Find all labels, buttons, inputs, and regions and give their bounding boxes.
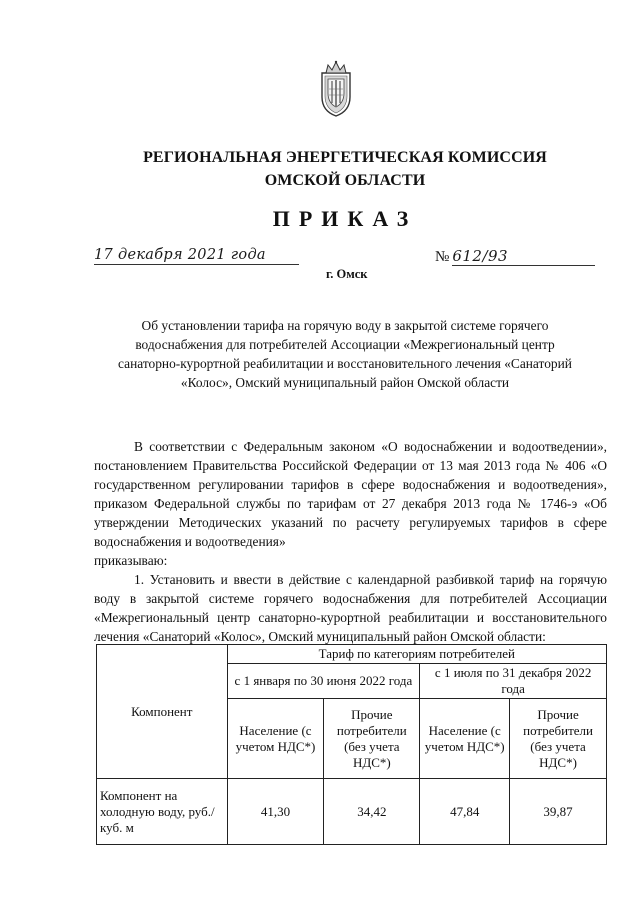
document-type-title: ПРИКАЗ: [272, 206, 418, 231]
order-subject: Об установлении тарифа на горячую воду в закрытой системе горячего водоснабжения для потребителей Ассоциации «Межрегиональный центр санаторно-курортной реабилитации и восстановительного лечения «Санаторий «Колос», Омский муниципальный район Омской области: [118, 318, 572, 390]
population-header: Население (с учетом НДС*): [420, 699, 510, 779]
tariff-value: 39,87: [510, 779, 607, 845]
authority-line-2: ОМСКОЙ ОБЛАСТИ: [264, 172, 426, 189]
place-of-issue: г. Омск: [326, 267, 368, 281]
table-header-row: [97, 645, 607, 664]
period-2-header: с 1 июля по 31 декабря 2022 года: [420, 664, 607, 699]
tariff-value: 47,84: [420, 779, 510, 845]
component-header: Компонент: [97, 645, 228, 779]
coat-of-arms-icon: [316, 59, 356, 119]
table-row: [97, 779, 607, 845]
order-number: [435, 247, 605, 266]
tariff-group-header: Тариф по категориям потребителей: [227, 645, 606, 664]
order-word: приказываю:: [94, 553, 168, 568]
tariff-table: [96, 644, 607, 845]
row-label: Компонент на холодную воду, руб./куб. м: [97, 779, 228, 845]
handwritten-date: 17 декабря 2021 года: [94, 247, 299, 265]
preamble-paragraph: В соответствии с Федеральным законом «О водоснабжении и водоотведении», постановлением Правительства Российской Федерации от 13 мая 2013 года № 406 «О государственном регулировании тарифов в сфере водоснабжения и водоотведения», приказом Федеральной службы по тарифам от 27 декабря 2013 года № 1746-э «Об утверждении Методических указаний по расчету регулируемых тарифов в сфере водоснабжения и водоотведения»: [94, 439, 607, 549]
population-header: Население (с учетом НДС*): [227, 699, 324, 779]
authority-line-1: РЕГИОНАЛЬНАЯ ЭНЕРГЕТИЧЕСКАЯ КОМИССИЯ: [143, 149, 547, 166]
tariff-value: 41,30: [227, 779, 324, 845]
other-consumers-header: Прочие потребители (без учета НДС*): [510, 699, 607, 779]
order-body: [94, 437, 607, 646]
issuing-authority: [60, 146, 630, 192]
item-1-paragraph: 1. Установить и ввести в действие с календарной разбивкой тариф на горячую воду в закрытой системе горячего водоснабжения для потребителей Ассоциации «Межрегиональный центр санаторно-курортной реабилитации и восстановительного лечения «Санаторий «Колос», Омский муниципальный район Омской области:: [94, 572, 607, 644]
period-1-header: с 1 января по 30 июня 2022 года: [227, 664, 420, 699]
handwritten-number: 612/93: [452, 247, 595, 266]
tariff-value: 34,42: [324, 779, 420, 845]
number-sign: №: [435, 249, 450, 265]
other-consumers-header: Прочие потребители (без учета НДС*): [324, 699, 420, 779]
